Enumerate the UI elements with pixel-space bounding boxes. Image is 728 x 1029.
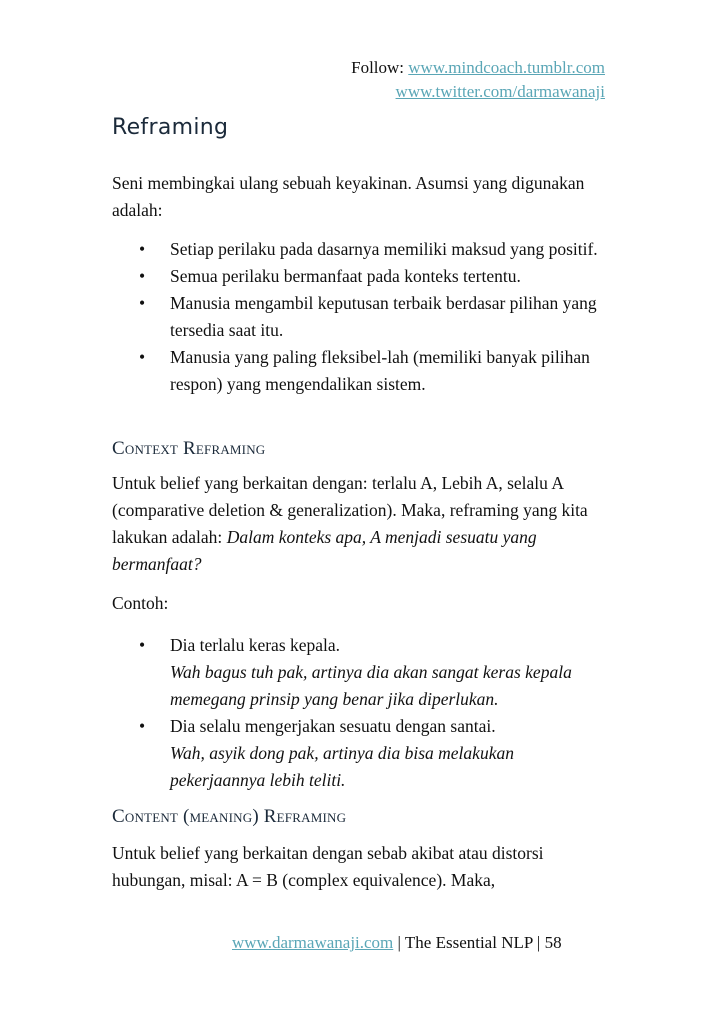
example-statement: Dia terlalu keras kepala. <box>170 635 341 655</box>
content-reframing-heading: Content (meaning) Reframing <box>112 806 347 827</box>
example-reframe: Wah bagus tuh pak, artinya dia akan sangat keras kepala memegang prinsip yang benar jika diperlukan. <box>170 662 572 709</box>
example-list <box>112 632 612 794</box>
list-item-text: Semua perilaku bermanfaat pada konteks tertentu. <box>170 266 521 286</box>
list-item-text: Manusia mengambil keputusan terbaik berdasar pilihan yang tersedia saat itu. <box>170 293 597 340</box>
follow-label: Follow: <box>351 58 405 77</box>
list-item-text: Manusia yang paling fleksibel-lah (memiliki banyak pilihan respon) yang mengendalikan sistem. <box>170 347 590 394</box>
context-reframing-paragraph <box>112 470 612 578</box>
bullet-icon: • <box>139 635 146 655</box>
page-footer <box>232 933 562 953</box>
list-item <box>112 263 612 290</box>
mindcoach-link[interactable]: www.mindcoach.tumblr.com <box>408 58 605 77</box>
follow-line <box>351 56 605 80</box>
bullet-icon: • <box>139 239 146 259</box>
bullet-icon: • <box>139 347 146 367</box>
example-statement: Dia selalu mengerjakan sesuatu dengan santai. <box>170 716 496 736</box>
list-item <box>112 290 612 344</box>
bullet-icon: • <box>139 266 146 286</box>
example-reframe: Wah, asyik dong pak, artinya dia bisa melakukan pekerjaannya lebih teliti. <box>170 743 514 790</box>
list-item <box>112 713 612 794</box>
example-label: Contoh: <box>112 593 169 613</box>
intro-paragraph: Seni membingkai ulang sebuah keyakinan. Asumsi yang digunakan adalah: <box>112 173 585 220</box>
context-paragraph-question: Dalam konteks apa, A menjadi sesuatu yang bermanfaat? <box>112 527 537 574</box>
assumption-list <box>112 236 612 398</box>
footer-link[interactable]: www.darmawanaji.com <box>232 933 394 952</box>
bullet-icon: • <box>139 716 146 736</box>
twitter-link[interactable]: www.twitter.com/darmawanaji <box>395 82 605 101</box>
twitter-line <box>351 80 605 104</box>
list-item <box>112 632 612 713</box>
list-item-text: Setiap perilaku pada dasarnya memiliki maksud yang positif. <box>170 239 598 259</box>
content-reframing-paragraph: Untuk belief yang berkaitan dengan sebab akibat atau distorsi hubungan, misal: A = B (complex equivalence). Maka, <box>112 843 544 890</box>
footer-text: | The Essential NLP | 58 <box>397 933 562 952</box>
context-reframing-heading: Context Reframing <box>112 438 266 459</box>
context-paragraph-text: Untuk belief yang berkaitan dengan: terlalu A, Lebih A, selalu A (comparative deletion & generalization). Maka, reframing yang kita lakukan adalah: <box>112 473 588 547</box>
bullet-icon: • <box>139 293 146 313</box>
page-header <box>351 56 605 104</box>
page-title: Reframing <box>112 115 229 140</box>
list-item <box>112 344 612 398</box>
list-item <box>112 236 612 263</box>
